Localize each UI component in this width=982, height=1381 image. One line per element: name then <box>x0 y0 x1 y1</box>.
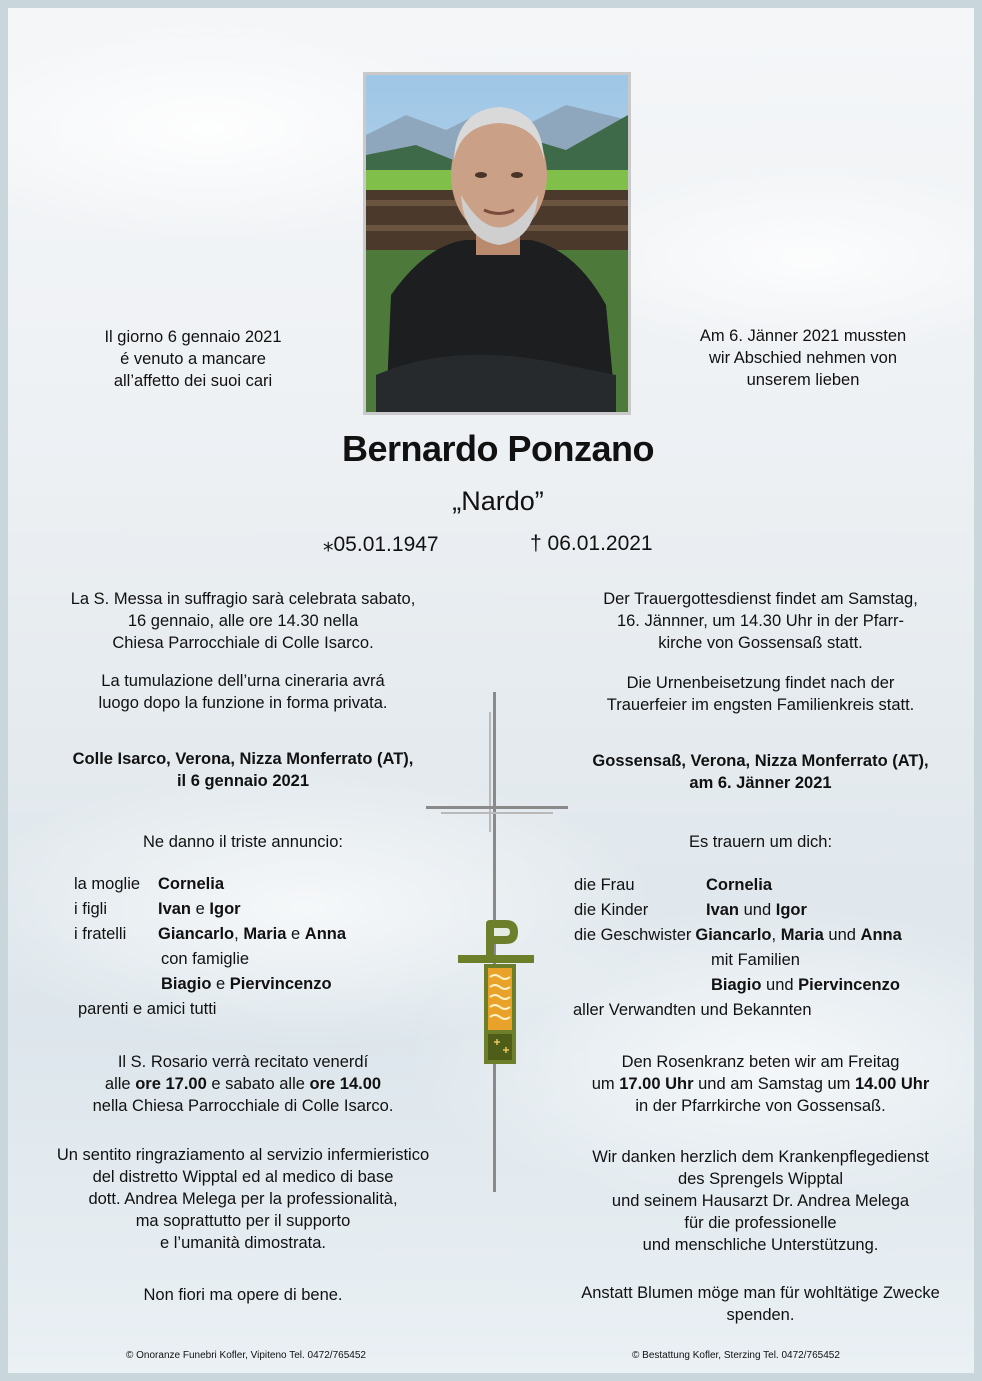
time-highlight: ore 14.00 <box>309 1075 382 1093</box>
text-line: und menschliche Unterstützung. <box>642 1236 879 1254</box>
place-date-italian <box>38 748 448 792</box>
family-with-families-german: mit Familien <box>711 951 800 969</box>
relatives-italian: parenti e amici tutti <box>78 1000 217 1018</box>
time-highlight: 17.00 Uhr <box>619 1075 694 1093</box>
person-name: Giancarlo <box>158 925 235 943</box>
intro-de-line: unserem lieben <box>746 371 860 389</box>
text-line: für die professionelle <box>684 1214 837 1232</box>
text-line: Die Urnenbeisetzung findet nach der <box>626 674 895 692</box>
intro-it-line: all’affetto dei suoi cari <box>113 372 273 390</box>
text-line: nella Chiesa Parrocchiale di Colle Isarco. <box>92 1097 394 1115</box>
person-name: Cornelia <box>706 876 773 894</box>
text-line: luogo dopo la funzione in forma privata. <box>98 694 388 712</box>
text-segment: alle <box>104 1075 136 1093</box>
family-extra-german <box>711 974 900 996</box>
label: die Kinder <box>574 901 649 919</box>
flowers-note-german <box>548 1282 973 1326</box>
intro-de-line: wir Abschied nehmen von <box>708 349 898 367</box>
family-children-italian <box>74 898 241 920</box>
portrait-photo <box>363 72 631 415</box>
rosary-info-italian <box>38 1051 448 1117</box>
text-line: in der Pfarrkirche von Gossensaß. <box>635 1097 886 1115</box>
relatives-german: aller Verwandten und Bekannten <box>573 1001 812 1019</box>
conjunction: und <box>743 901 772 919</box>
intro-italian <box>68 326 318 392</box>
label: die Geschwister <box>574 926 692 944</box>
family-wife-italian <box>74 873 224 895</box>
text-line: dott. Andrea Melega per la professionalità, <box>88 1190 398 1208</box>
text-line <box>38 1073 448 1095</box>
text-line: Den Rosenkranz beten wir am Freitag <box>621 1053 900 1071</box>
family-extra-italian <box>161 973 332 995</box>
text-line: Anstatt Blumen möge man für wohltätige Zwecke <box>581 1284 940 1302</box>
burial-info-italian <box>38 670 448 714</box>
text-line: Chiesa Parrocchiale di Colle Isarco. <box>112 634 374 652</box>
text-line: 16 gennaio, alle ore 14.30 nella <box>127 612 359 630</box>
text-line: il 6 gennaio 2021 <box>176 772 310 790</box>
mourners-intro-italian: Ne danno il triste annuncio: <box>143 833 343 851</box>
person-name: Anna <box>860 926 902 944</box>
person-name: Giancarlo <box>695 926 772 944</box>
text-line: Gossensaß, Verona, Nizza Monferrato (AT), <box>592 752 929 770</box>
text-line: Trauerfeier im engsten Familienkreis statt. <box>606 696 915 714</box>
label: i figli <box>74 900 108 918</box>
text-line: Wir danken herzlich dem Krankenpflegedienst <box>592 1148 929 1166</box>
mass-info-italian <box>38 588 448 654</box>
person-name: Ivan <box>706 901 740 919</box>
label: la moglie <box>74 875 141 893</box>
person-name: Cornelia <box>158 875 225 893</box>
person-name: Piervincenzo <box>229 975 332 993</box>
footer-italian: © Onoranze Funebri Kofler, Vipiteno Tel. 0472/765452 <box>126 1350 366 1361</box>
family-children-german <box>574 899 807 921</box>
text-line: Un sentito ringraziamento al servizio infermieristico <box>56 1146 430 1164</box>
person-name: Anna <box>304 925 347 943</box>
text-line: Colle Isarco, Verona, Nizza Monferrato (AT), <box>72 750 414 768</box>
text-line: kirche von Gossensaß statt. <box>658 634 863 652</box>
comma: , <box>234 925 239 943</box>
deceased-name: Bernardo Ponzano <box>341 428 655 469</box>
text-segment: um <box>591 1075 620 1093</box>
family-siblings-german <box>574 924 902 946</box>
text-line: del distretto Wipptal ed al medico di base <box>92 1168 394 1186</box>
family-wife-german <box>574 874 772 896</box>
place-date-german <box>548 750 973 794</box>
conjunction: e <box>216 975 226 993</box>
text-line: und seinem Hausarzt Dr. Andrea Melega <box>611 1192 910 1210</box>
family-siblings-italian <box>74 923 346 945</box>
text-line: La S. Messa in suffragio sarà celebrata sabato, <box>70 590 416 608</box>
text-line: La tumulazione dell’urna cineraria avrá <box>101 672 385 690</box>
family-with-families-italian: con famiglie <box>161 950 250 968</box>
comma: , <box>771 926 777 944</box>
intro-it-line: é venuto a mancare <box>120 350 266 368</box>
footer-german: © Bestattung Kofler, Sterzing Tel. 0472/765452 <box>632 1350 840 1361</box>
intro-de-line: Am 6. Jänner 2021 mussten <box>699 327 907 345</box>
person-name: Piervincenzo <box>798 976 900 994</box>
text-line: ma soprattutto per il supporto <box>135 1212 351 1230</box>
thanks-italian <box>38 1144 448 1254</box>
conjunction: e <box>291 925 301 943</box>
intro-it-line: Il giorno 6 gennaio 2021 <box>104 328 282 346</box>
time-highlight: ore 17.00 <box>135 1075 207 1093</box>
text-line: des Sprengels Wipptal <box>677 1170 844 1188</box>
flowers-note-italian: Non fiori ma opere di bene. <box>143 1286 343 1304</box>
person-name: Biagio <box>711 976 762 994</box>
text-line <box>548 1073 973 1095</box>
person-name: Maria <box>243 925 287 943</box>
person-name: Maria <box>780 926 824 944</box>
mourners-intro-german: Es trauern um dich: <box>688 833 833 851</box>
mass-info-german <box>548 588 973 654</box>
text-line: Der Trauergottesdienst findet am Samstag, <box>603 590 918 608</box>
label: die Frau <box>574 876 635 894</box>
conjunction: e <box>195 900 205 918</box>
text-line: spenden. <box>726 1306 795 1324</box>
person-name: Igor <box>775 901 807 919</box>
text-line: 16. Jännner, um 14.30 Uhr in der Pfarr- <box>616 612 905 630</box>
person-name: Ivan <box>158 900 192 918</box>
text-line: am 6. Jänner 2021 <box>689 774 832 792</box>
cross-with-chi-rho-icon <box>426 692 568 1192</box>
text-segment: und am Samstag um <box>693 1075 855 1093</box>
conjunction: und <box>766 976 794 994</box>
burial-info-german <box>548 672 973 716</box>
birth-date: ⁎05.01.1947 <box>323 533 439 556</box>
text-segment: e sabato alle <box>206 1075 310 1093</box>
person-name: Biagio <box>161 975 212 993</box>
death-date: † 06.01.2021 <box>530 532 653 555</box>
label: i fratelli <box>74 925 127 943</box>
conjunction: und <box>828 926 856 944</box>
deceased-nickname: „Nardo” <box>452 486 544 516</box>
time-highlight: 14.00 Uhr <box>854 1075 930 1093</box>
intro-german <box>668 325 938 391</box>
person-name: Igor <box>209 900 241 918</box>
text-line: Il S. Rosario verrà recitato venerdí <box>117 1053 369 1071</box>
text-line: e l’umanità dimostrata. <box>160 1234 326 1252</box>
rosary-info-german <box>548 1051 973 1117</box>
thanks-german <box>548 1146 973 1256</box>
